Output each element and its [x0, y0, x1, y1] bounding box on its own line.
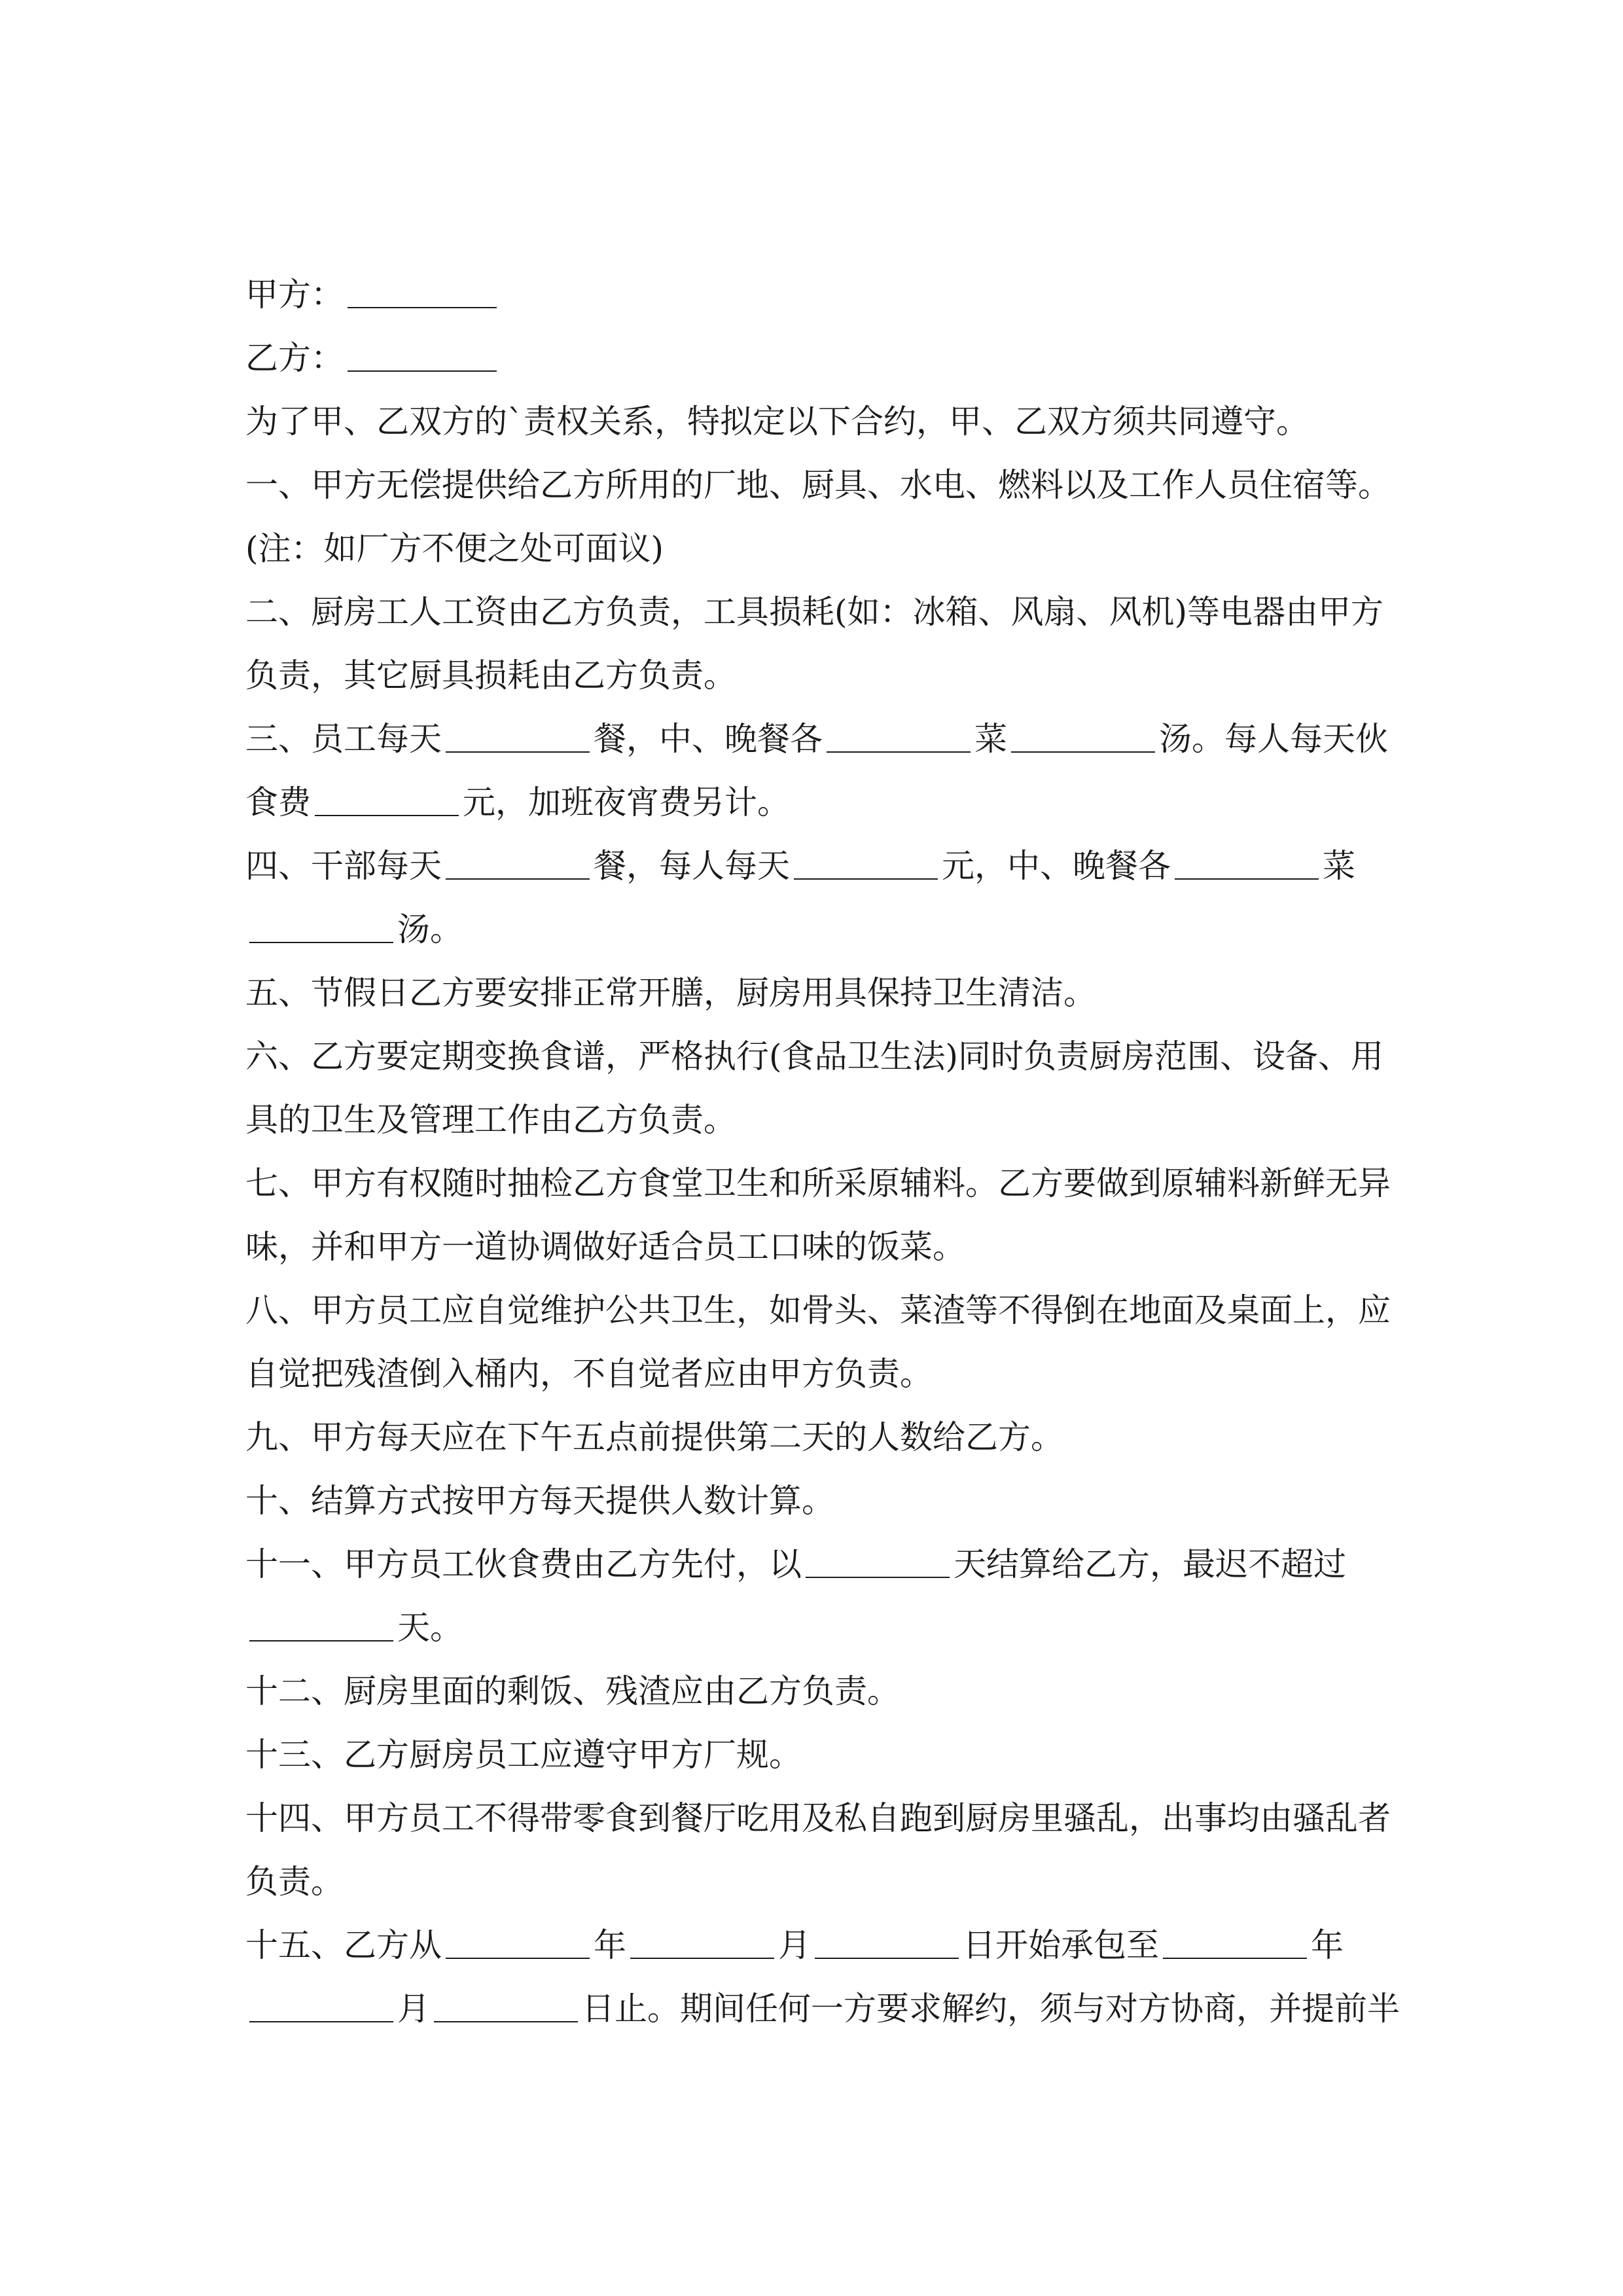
- fill-blank: [315, 782, 459, 816]
- text-segment: 元，中、晚餐各: [942, 847, 1171, 885]
- fill-blank: [249, 909, 393, 943]
- clause-14-line-2: 负责。: [245, 1863, 344, 1901]
- clause-4-line-1: [245, 834, 1384, 898]
- text-segment: 菜: [974, 720, 1007, 758]
- fill-blank: [827, 719, 971, 753]
- text-segment: 三、员工每天: [245, 720, 442, 758]
- fill-blank: [630, 1925, 774, 1959]
- text-segment: 汤。每人每天伙: [1159, 720, 1388, 758]
- clause-2-line-2: 负责，其它厨具损耗由乙方负责。: [245, 656, 736, 694]
- fill-blank: [806, 1544, 950, 1578]
- text-segment: 月: [397, 1990, 430, 2028]
- fill-blank: [1175, 846, 1319, 880]
- text-segment: 元，加班夜宵费另计。: [463, 783, 790, 821]
- party-a-line: [245, 263, 1384, 327]
- text-segment: 十一、甲方员工伙食费由乙方先付，以: [245, 1545, 802, 1583]
- fill-blank: [1011, 719, 1155, 753]
- text-segment: 汤。: [397, 910, 463, 948]
- clause-6-line-2: 具的卫生及管理工作由乙方负责。: [245, 1101, 736, 1139]
- text-segment: 食费: [245, 783, 311, 821]
- fill-blank: [815, 1925, 959, 1959]
- text-segment: 餐，中、晚餐各: [594, 720, 823, 758]
- text-segment: 天结算给乙方，最迟不超过: [954, 1545, 1346, 1583]
- text-segment: 四、干部每天: [245, 847, 442, 885]
- text-segment: 日开始承包至: [963, 1926, 1159, 1964]
- clause-5: 五、节假日乙方要安排正常开膳，厨房用具保持卫生清洁。: [245, 974, 1096, 1012]
- fill-blank: [434, 1988, 578, 2022]
- party-b-line: [245, 327, 1384, 390]
- intro-line: 为了甲、乙双方的`责权关系，特拟定以下合约，甲、乙双方须共同遵守。: [245, 403, 1309, 440]
- fill-blank: [446, 719, 590, 753]
- text-segment: 十五、乙方从: [245, 1926, 442, 1964]
- text-segment: 年: [1311, 1926, 1344, 1964]
- fill-blank: [446, 1925, 590, 1959]
- clause-11-line-1: [245, 1533, 1384, 1596]
- clause-8-line-1: 八、甲方员工应自觉维护公共卫生，如骨头、菜渣等不得倒在地面及桌面上，应: [245, 1291, 1391, 1329]
- text-segment: 日止。期间任何一方要求解约，须与对方协商，并提前半: [582, 1990, 1400, 2028]
- clause-4-line-2: [245, 898, 1384, 961]
- clause-8-line-2: 自觉把残渣倒入桶内，不自觉者应由甲方负责。: [245, 1355, 933, 1393]
- clause-15-line-2: [245, 1977, 1400, 2041]
- clause-10: 十、结算方式按甲方每天提供人数计算。: [245, 1482, 834, 1520]
- clause-3-line-2: [245, 771, 1384, 834]
- clause-7-line-2: 味，并和甲方一道协调做好适合员工口味的饭菜。: [245, 1228, 965, 1266]
- party-b-label: 乙方：: [245, 339, 344, 377]
- clause-1-note: (注：如厂方不便之处可面议): [245, 529, 664, 567]
- fill-blank: [249, 1988, 393, 2022]
- fill-blank: [249, 1607, 393, 1641]
- clause-11-line-2: [245, 1596, 1384, 1660]
- text-segment: 年: [594, 1926, 626, 1964]
- clause-2-line-1: 二、厨房工人工资由乙方负责，工具损耗(如：冰箱、风扇、风机)等电器由甲方: [245, 593, 1384, 631]
- party-a-label: 甲方：: [245, 276, 344, 314]
- clause-12: 十二、厨房里面的剩饭、残渣应由乙方负责。: [245, 1672, 900, 1710]
- clause-13: 十三、乙方厨房员工应遵守甲方厂规。: [245, 1736, 802, 1774]
- fill-blank: [1163, 1925, 1307, 1959]
- party-a-blank: [348, 274, 497, 308]
- clause-6-line-1: 六、乙方要定期变换食谱，严格执行(食品卫生法)同时负责厨房范围、设备、用: [245, 1037, 1384, 1075]
- clause-3-line-1: [245, 708, 1388, 771]
- text-segment: 月: [778, 1926, 811, 1964]
- party-b-blank: [348, 338, 497, 372]
- clause-14-line-1: 十四、甲方员工不得带零食到餐厅吃用及私自跑到厨房里骚乱，出事均由骚乱者: [245, 1799, 1391, 1837]
- clause-15-line-1: [245, 1914, 1384, 1977]
- clause-1: 一、甲方无偿提供给乙方所用的厂地、厨具、水电、燃料以及工作人员住宿等。: [245, 466, 1391, 504]
- clause-7-line-1: 七、甲方有权随时抽检乙方食堂卫生和所采原辅料。乙方要做到原辅料新鲜无异: [245, 1164, 1391, 1202]
- text-segment: 菜: [1323, 847, 1355, 885]
- fill-blank: [446, 846, 590, 880]
- clause-9: 九、甲方每天应在下午五点前提供第二天的人数给乙方。: [245, 1418, 1063, 1456]
- fill-blank: [794, 846, 938, 880]
- text-segment: 餐，每人每天: [594, 847, 790, 885]
- text-segment: 天。: [397, 1609, 463, 1647]
- contract-body: [245, 263, 1400, 2041]
